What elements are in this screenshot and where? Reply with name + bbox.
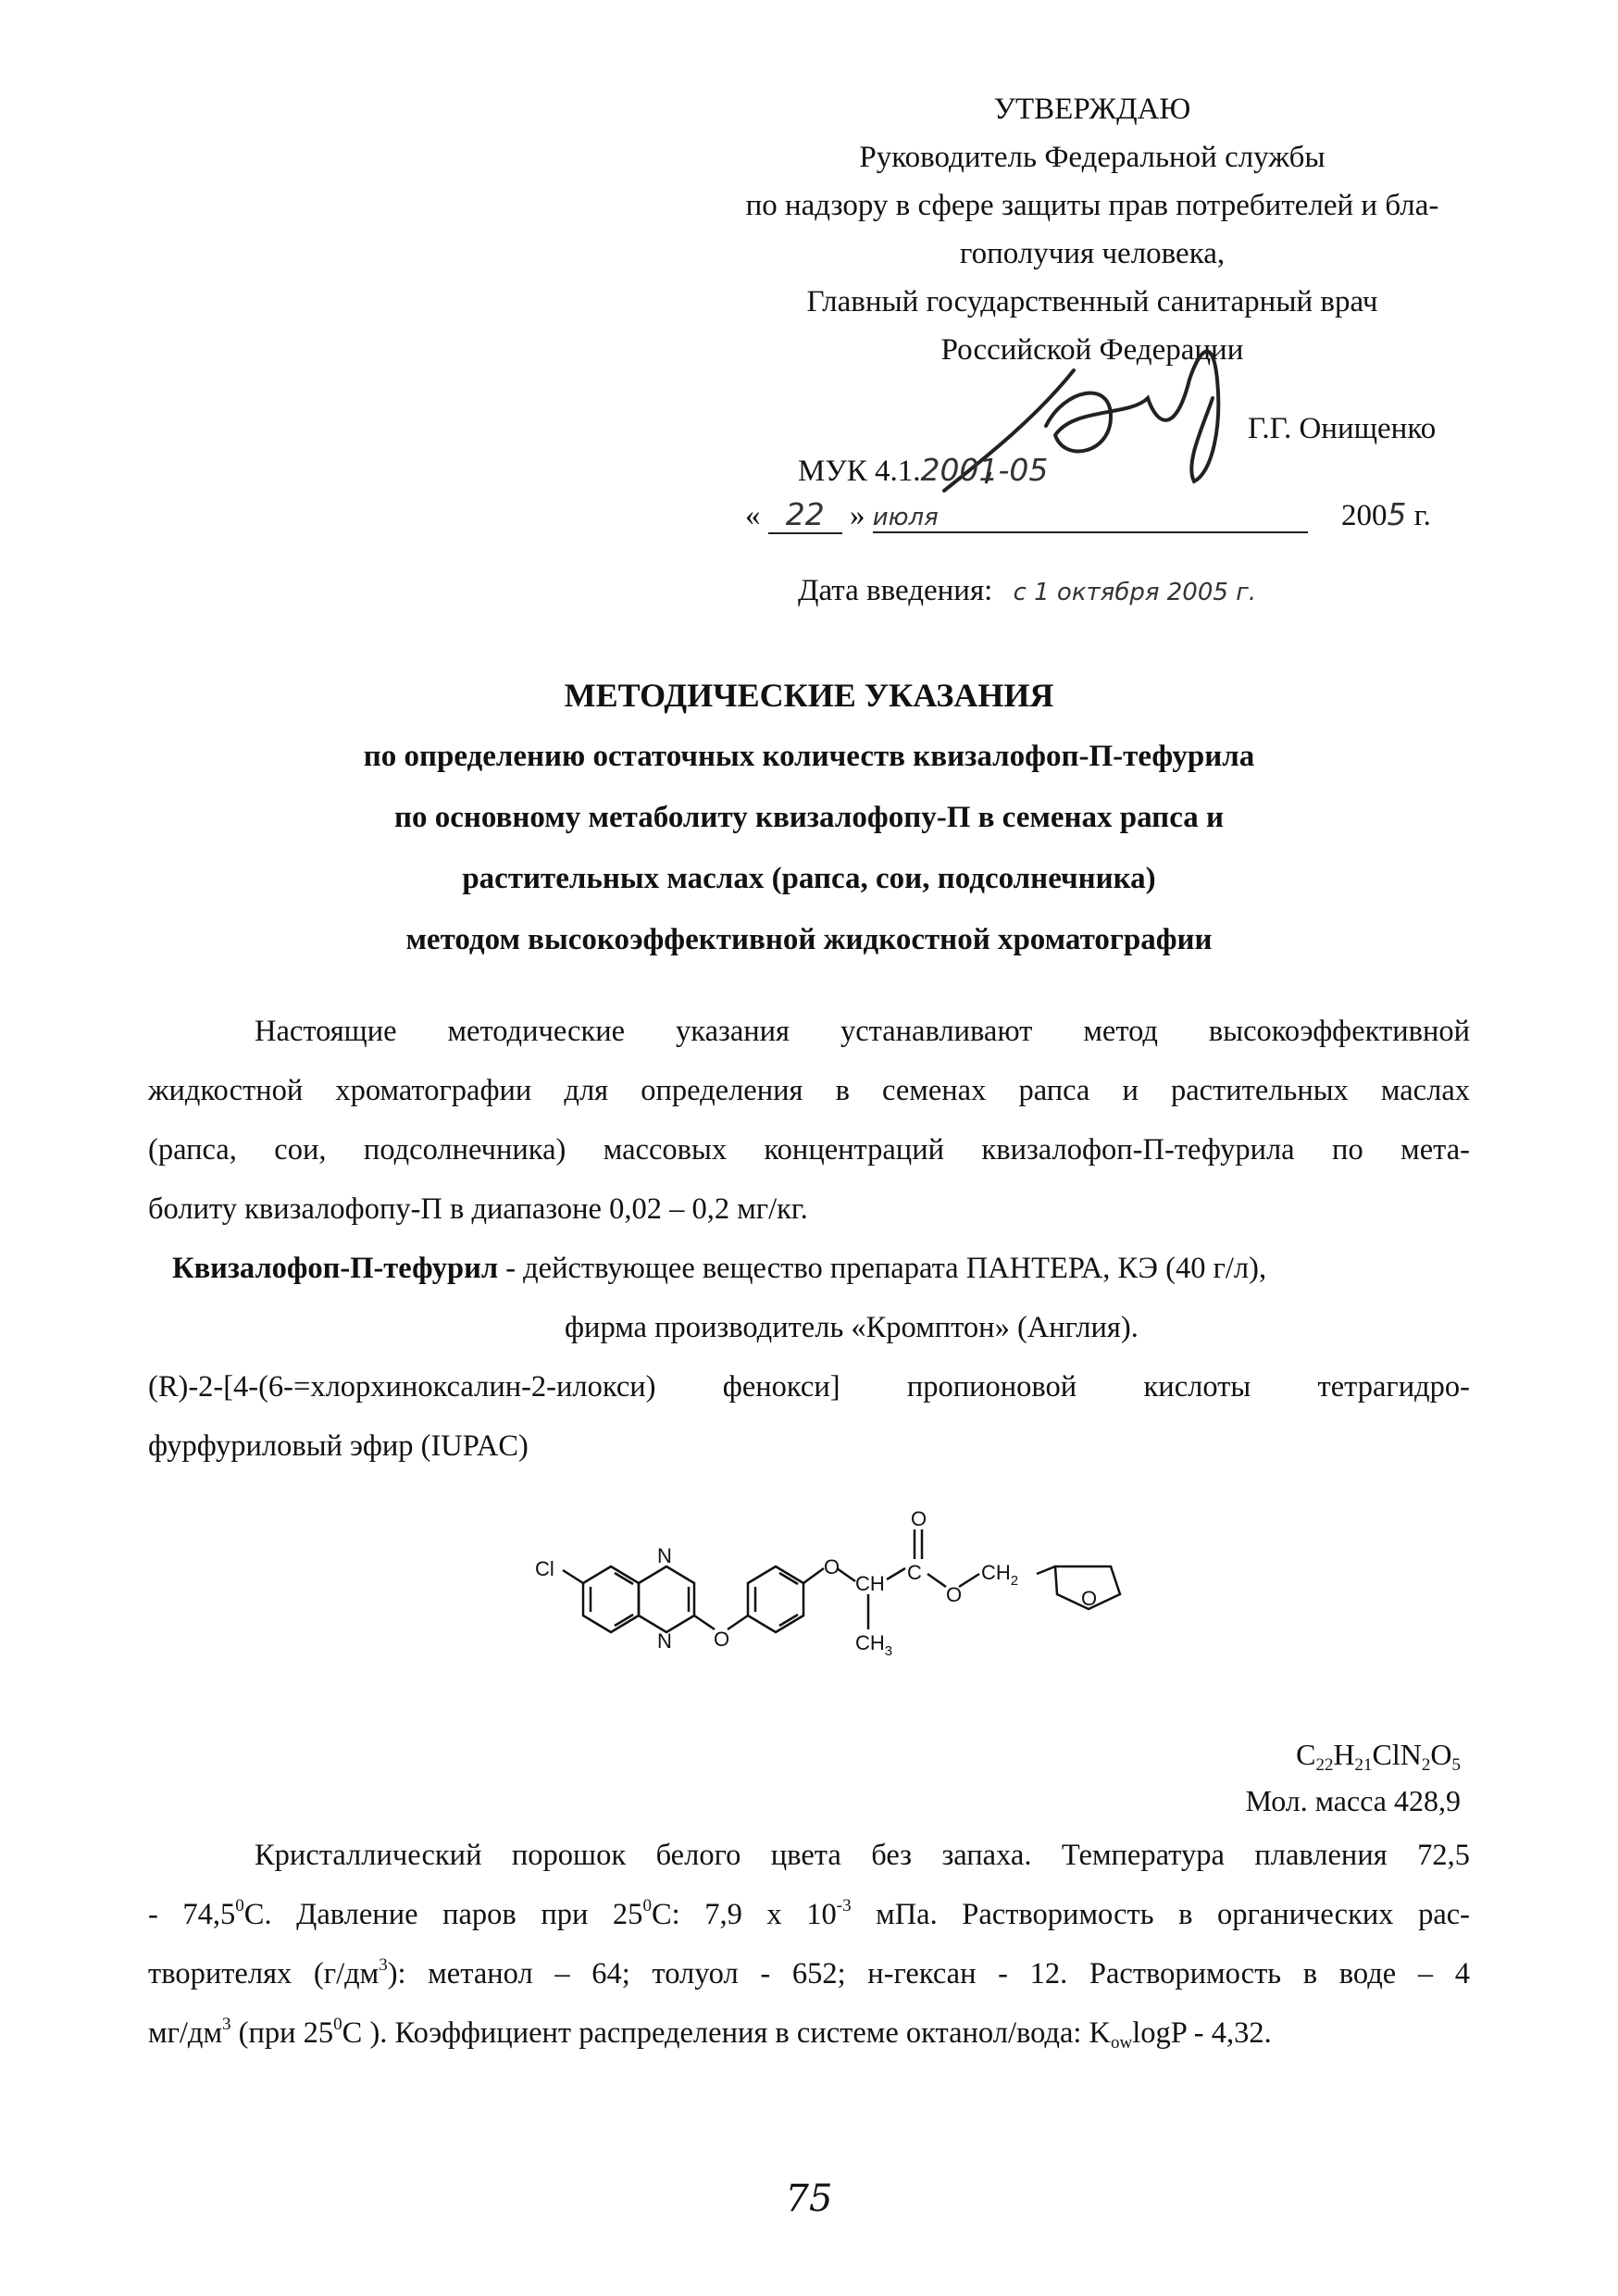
prop-vapor-value: С: 7,9 x 10 <box>651 1898 837 1931</box>
label-c: C <box>907 1561 922 1584</box>
prop-water-unit: мг/дм <box>148 2016 223 2050</box>
properties-line-3 <box>148 1944 1470 2003</box>
prop-logp: logP - 4,32. <box>1132 2016 1272 2050</box>
label-ch2-main: CH <box>981 1561 1011 1584</box>
label-ch2-sub: 2 <box>1010 1573 1019 1589</box>
title-line-3: растительных маслах (рапса, сои, подсолнечника) <box>462 862 1156 895</box>
intro-line-2: жидкостной хроматографии для определения в семенах рапса и растительных маслах <box>148 1074 1470 1107</box>
substance-manufacturer: фирма производитель «Кромптон» (Англия). <box>565 1311 1139 1344</box>
label-n-top: N <box>657 1544 672 1567</box>
label-ch2 <box>981 1561 1018 1589</box>
prop-cube-1: 3 <box>379 1955 388 1975</box>
approval-line-4: Главный государственный санитарный врач <box>806 285 1378 318</box>
prop-solvents-values: ): метанол – 64; толуол - 652; н-гексан - 12. Растворимость в воде – 4 <box>387 1957 1470 1990</box>
label-ch3 <box>855 1631 892 1659</box>
label-o-ether: O <box>824 1555 840 1578</box>
prop-deg-3: 0 <box>333 2015 342 2034</box>
title-line-2: по основному метаболиту квизалофопу-П в семенах рапса и <box>393 801 1225 834</box>
structural-formula <box>518 1509 1222 1694</box>
properties-line-2 <box>148 1885 1470 1944</box>
label-o-carbonyl: O <box>911 1509 927 1530</box>
prop-exponent: -3 <box>836 1896 852 1915</box>
prop-deg-2: 0 <box>642 1896 652 1915</box>
title-main: МЕТОДИЧЕСКИЕ УКАЗАНИЯ <box>564 677 1054 714</box>
title-line-1: по определению остаточных количеств квизалофоп-П-тефурила <box>363 740 1255 773</box>
muk-prefix: МУК 4.1. <box>798 455 921 488</box>
year-prefix: 200 <box>1341 499 1388 532</box>
label-o-bridge: O <box>714 1628 730 1651</box>
prop-cube-2: 3 <box>222 2015 231 2034</box>
properties-line-1: Кристаллический порошок белого цвета без запаха. Температура плавления 72,5 <box>255 1839 1470 1872</box>
intro-date-label: Дата введения: <box>798 574 993 607</box>
muk-number <box>798 452 1048 489</box>
approval-line-3: гополучия человека, <box>959 237 1226 270</box>
formula-cln: ClN <box>1372 1738 1422 1771</box>
page-number: 75 <box>785 2177 833 2220</box>
year-suffix: г. <box>1413 499 1431 532</box>
iupac-line-1: (R)-2-[4-(6-=хлорхиноксалин-2-илокси) фенокси] пропионовой кислоты тетрагидро- <box>148 1370 1470 1404</box>
molecular-formula <box>1246 1731 1461 1778</box>
label-ch3-sub: 3 <box>884 1643 893 1659</box>
intro-date-handwritten: с 1 октября 2005 г. <box>1013 579 1257 606</box>
prop-ow: ow <box>1111 2033 1133 2053</box>
intro-paragraph <box>148 1002 1470 1239</box>
formula-c-count: 22 <box>1315 1755 1334 1775</box>
prop-melt-end: - 74,5 <box>148 1898 236 1931</box>
molecular-formula-block <box>1246 1731 1461 1824</box>
iupac-line-2: фурфуриловый эфир (IUPAC) <box>148 1429 529 1463</box>
year-handwritten: 5 <box>1387 496 1407 532</box>
formula-n-count: 2 <box>1421 1755 1431 1775</box>
muk-handwritten: 2001-05 <box>920 452 1049 488</box>
introduction-date <box>798 574 1256 608</box>
substance-desc: - действующее вещество препарата ПАНТЕРА, КЭ (40 г/л), <box>498 1252 1267 1285</box>
properties-line-4 <box>148 2003 1470 2063</box>
formula-o: O <box>1430 1738 1452 1771</box>
date-month: июля <box>873 504 1308 533</box>
intro-line-1: Настоящие методические указания устанавливают метод высокоэффективной <box>255 1015 1470 1048</box>
prop-partition: С ). Коэффициент распределения в системе октанол/вода: K <box>342 2016 1112 2050</box>
substance-name: Квизалофоп-П-тефурил <box>172 1252 499 1285</box>
formula-o-count: 5 <box>1451 1755 1461 1775</box>
date-open-quote: « <box>745 499 761 532</box>
intro-line-4: болиту квизалофопу-П в диапазоне 0,02 – 0,2 мг/кг. <box>148 1192 808 1226</box>
approval-line-5: Российской Федерации <box>940 333 1244 367</box>
prop-vapor: С. Давление паров при 25 <box>243 1898 643 1931</box>
label-n-bottom: N <box>657 1629 672 1653</box>
title-line-4: методом высокоэффективной жидкостной хроматографии <box>405 923 1213 956</box>
intro-line-3: (рапса, сои, подсолнечника) массовых концентраций квизалофоп-П-тефурила по мета- <box>148 1133 1470 1167</box>
approval-line-1: Руководитель Федеральной службы <box>859 141 1326 174</box>
formula-c: C <box>1296 1738 1316 1771</box>
prop-solubility-intro: мПа. Растворимость в органических рас- <box>851 1898 1470 1931</box>
properties-paragraph <box>148 1826 1470 2063</box>
prop-deg-1: 0 <box>235 1896 244 1915</box>
prop-water-temp: (при 25 <box>230 2016 334 2050</box>
approval-line-2: по надзору в сфере защиты прав потребителей и бла- <box>745 189 1439 222</box>
molecular-mass: Мол. масса 428,9 <box>1245 1784 1461 1817</box>
formula-h: H <box>1333 1738 1355 1771</box>
substance-paragraph <box>148 1239 1470 1476</box>
label-o-ester: O <box>946 1583 963 1606</box>
label-ch: CH <box>855 1572 885 1595</box>
formula-h-count: 21 <box>1354 1755 1373 1775</box>
date-day: 22 <box>768 496 842 534</box>
label-ch3-main: CH <box>855 1631 885 1654</box>
date-close-quote: » <box>850 499 865 532</box>
signatory-name: Г.Г. Онищенко <box>1248 412 1437 445</box>
document-title <box>148 665 1470 970</box>
label-o-ring: O <box>1081 1587 1098 1610</box>
approval-date <box>745 496 1467 534</box>
label-cl: Cl <box>535 1557 554 1580</box>
prop-solvents-unit: творителях (г/дм <box>148 1957 380 1990</box>
approval-heading: УТВЕРЖДАЮ <box>993 93 1191 126</box>
substance-line-1 <box>148 1239 1470 1298</box>
